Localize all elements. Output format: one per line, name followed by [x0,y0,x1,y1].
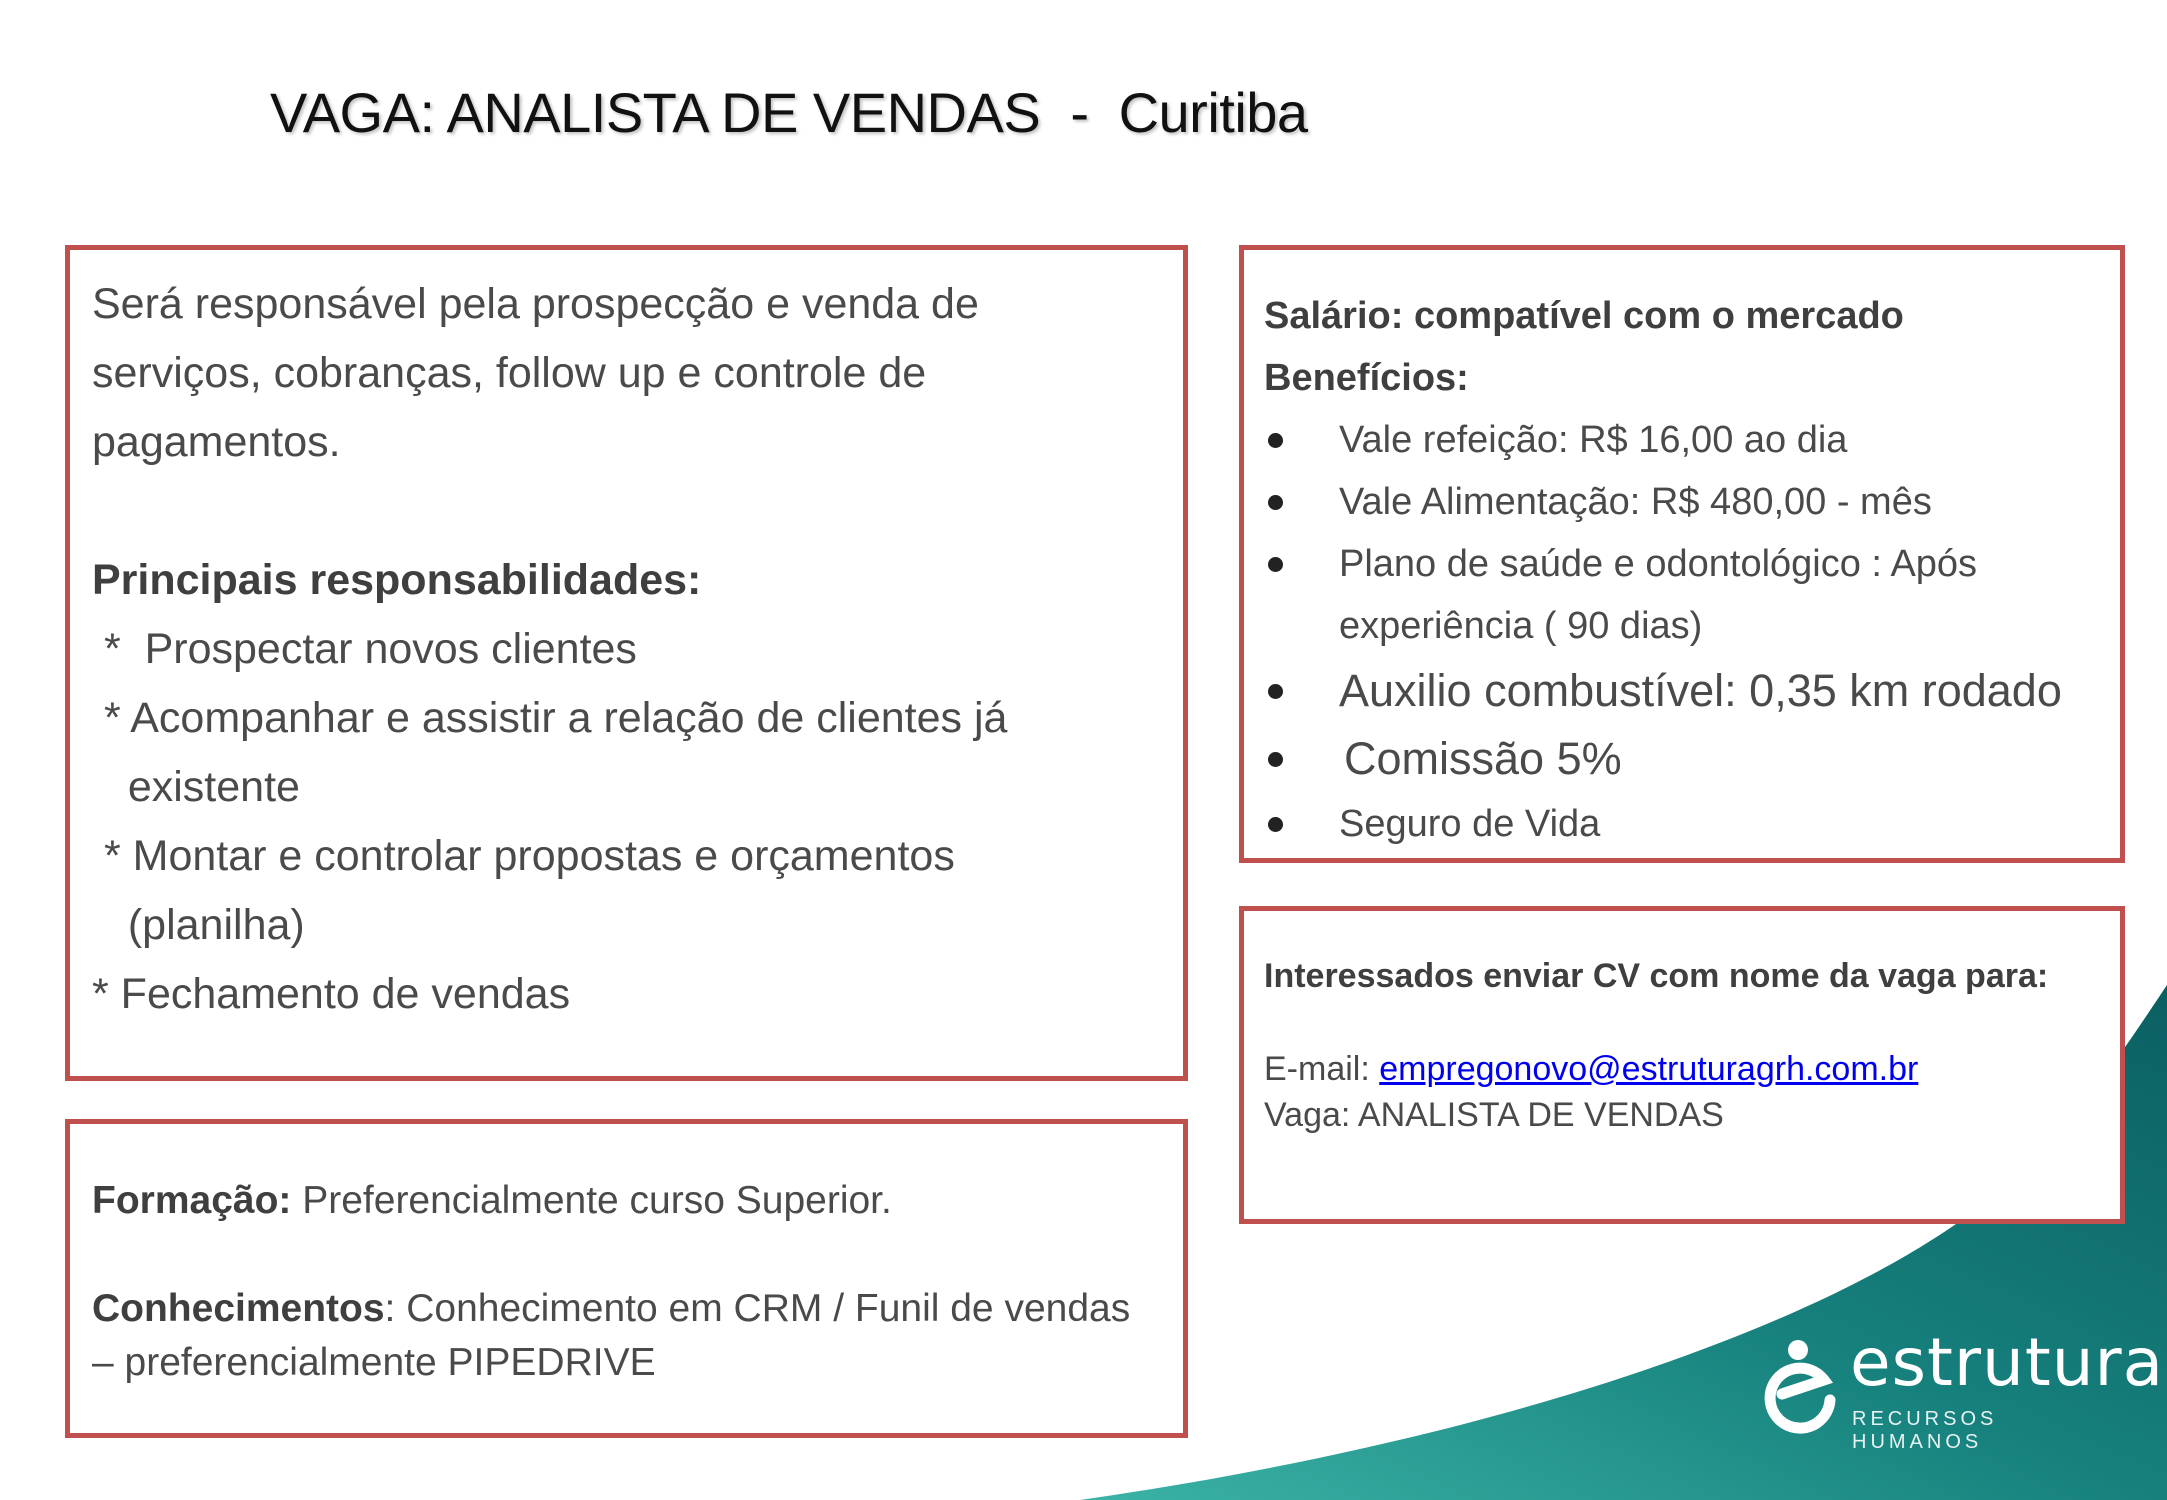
email-label: E-mail: [1264,1050,1380,1088]
compensation-box [1239,245,2125,863]
responsibility-line: * Fechamento de vendas [92,970,571,1018]
logo-subtitle: RECURSOS HUMANOS [1852,1408,1998,1453]
bullet-icon [1268,684,1283,699]
requirements-box [65,1119,1188,1438]
responsibility-line: (planilha) [92,901,305,949]
benefits-list [1264,409,2100,855]
vaga-line: Vaga: ANALISTA DE VENDAS [1264,1096,1724,1134]
benefit-item: Vale refeição: R$ 16,00 ao dia [1264,409,2100,471]
benefit-item: Vale Alimentação: R$ 480,00 - mês [1264,471,2100,533]
formacao-line [92,1174,1161,1228]
conhecimentos-value: : Conhecimento em CRM / Funil de vendas [384,1287,1131,1330]
intro-line: Será responsável pela prospecção e venda de [92,280,979,328]
benefit-item: Comissão 5% [1264,725,2100,793]
benefit-item: Plano de saúde e odontológico : Após experiência ( 90 dias) [1264,533,2100,657]
benefit-item: Auxilio combustível: 0,35 km rodado [1264,657,2100,725]
formacao-label: Formação: [92,1179,292,1222]
bullet-icon [1268,817,1283,832]
intro-line: pagamentos. [92,418,341,466]
responsibility-line: * Acompanhar e assistir a relação de clientes já [92,694,1008,742]
bullet-icon [1268,433,1283,448]
page-title: VAGA: ANALISTA DE VENDAS - Curitiba [270,81,1308,144]
conhecimentos-line [92,1282,1161,1336]
email-line [1264,1046,2100,1092]
conhecimentos-label: Conhecimentos [92,1287,385,1330]
bullet-icon [1268,752,1283,767]
apply-heading: Interessados enviar CV com nome da vaga para: [1264,957,2049,995]
bullet-icon [1268,495,1283,510]
estrutura-e-icon [1760,1338,1840,1434]
estrutura-logo [1760,1324,2165,1453]
bullet-icon [1268,557,1283,572]
responsibility-line: existente [92,763,300,811]
salary-text: Salário: compatível com o mercado [1264,295,1904,337]
responsibility-line: * Montar e controlar propostas e orçamentos [92,832,955,880]
responsibilities-heading: Principais responsabilidades: [92,556,702,604]
responsibility-line: * Prospectar novos clientes [92,625,637,673]
job-description-box [65,245,1188,1081]
formacao-value: Preferencialmente curso Superior. [291,1179,892,1222]
email-link[interactable]: empregonovo@estruturagrh.com.br [1379,1050,1919,1088]
benefits-heading: Benefícios: [1264,357,1469,399]
application-box [1239,906,2125,1224]
conhecimentos-value-cont: – preferencialmente PIPEDRIVE [92,1341,656,1384]
benefit-item: Seguro de Vida [1264,793,2100,855]
intro-line: serviços, cobranças, follow up e controle de [92,349,927,397]
logo-wordmark: estrutura [1850,1324,2165,1401]
